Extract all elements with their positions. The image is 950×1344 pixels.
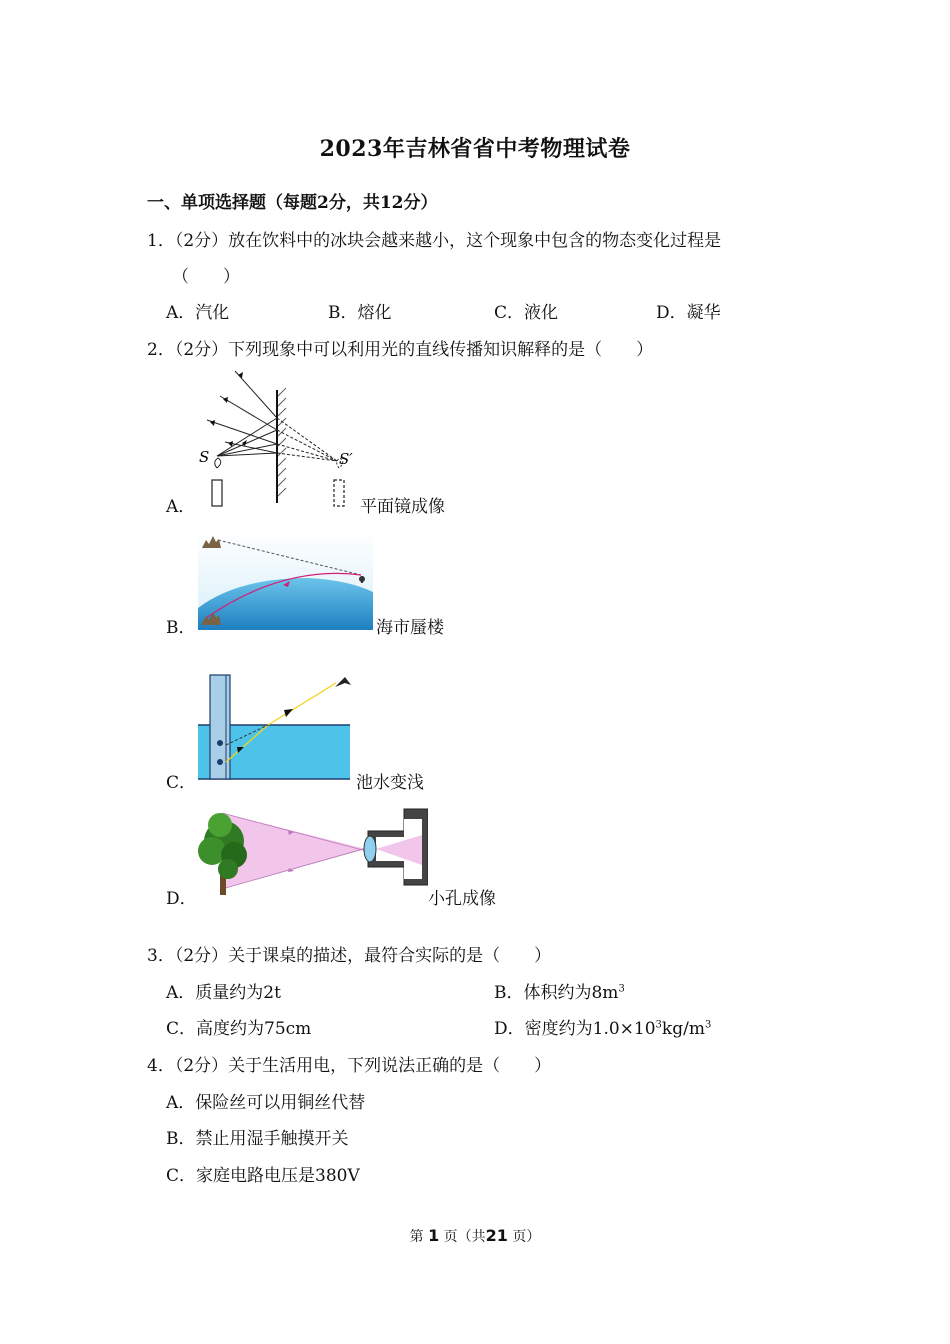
question-stem: 2．（2分）下列现象中可以利用光的直线传播知识解释的是（ ） [147, 340, 654, 360]
option-b-caption: 海市蜃楼 [376, 618, 444, 638]
option-a-caption: 平面镜成像 [360, 497, 445, 517]
option-b-letter: B． [166, 618, 196, 638]
label-s: S [199, 448, 210, 466]
option-c: C．家庭电路电压是380V [166, 1166, 360, 1186]
option-c-letter: C． [166, 773, 197, 793]
page-total: 21 [485, 1226, 508, 1245]
option-d: D．密度约为$1.0\times 10^3kg/m^3$ [494, 1019, 712, 1039]
question-stem: 1．（2分）放在饮料中的冰块会越来越小，这个现象中包含的物态变化过程是 [147, 231, 722, 251]
option-a: A．汽化 [166, 303, 230, 323]
option-c-caption: 池水变浅 [356, 773, 424, 793]
question-stem: 3．（2分）关于课桌的描述，最符合实际的是（ ） [147, 946, 552, 966]
plane-mirror-diagram [195, 368, 360, 513]
option-a-letter: A． [166, 497, 196, 517]
answer-paren: （ ） [172, 267, 240, 287]
page-footer: 第 1 页（共21 页） [409, 1226, 541, 1245]
option-c: C．高度约为75cm [166, 1019, 312, 1039]
option-d: D．凝华 [656, 303, 721, 323]
section-heading: 一、单项选择题（每题2分，共12分） [147, 193, 438, 213]
page-number: 1 [428, 1226, 440, 1245]
option-a: A．保险丝可以用铜丝代替 [166, 1093, 366, 1113]
question-stem: 4．（2分）关于生活用电，下列说法正确的是（ ） [147, 1056, 552, 1076]
option-c: C．液化 [494, 303, 559, 323]
label-s-prime: S′ [339, 450, 353, 468]
pool-depth-diagram [198, 665, 358, 785]
option-b: B．禁止用湿手触摸开关 [166, 1129, 349, 1149]
option-a: A．质量约为2t [166, 983, 281, 1003]
mirage-diagram [198, 530, 373, 630]
option-b: B．熔化 [328, 303, 392, 323]
option-d-letter: D． [166, 889, 197, 909]
page-title: 2023年吉林省省中考物理试卷 [319, 136, 631, 162]
pinhole-camera-diagram [198, 805, 428, 900]
option-d-caption: 小孔成像 [428, 889, 496, 909]
option-b: B．体积约为$8m^3$ [494, 983, 625, 1003]
